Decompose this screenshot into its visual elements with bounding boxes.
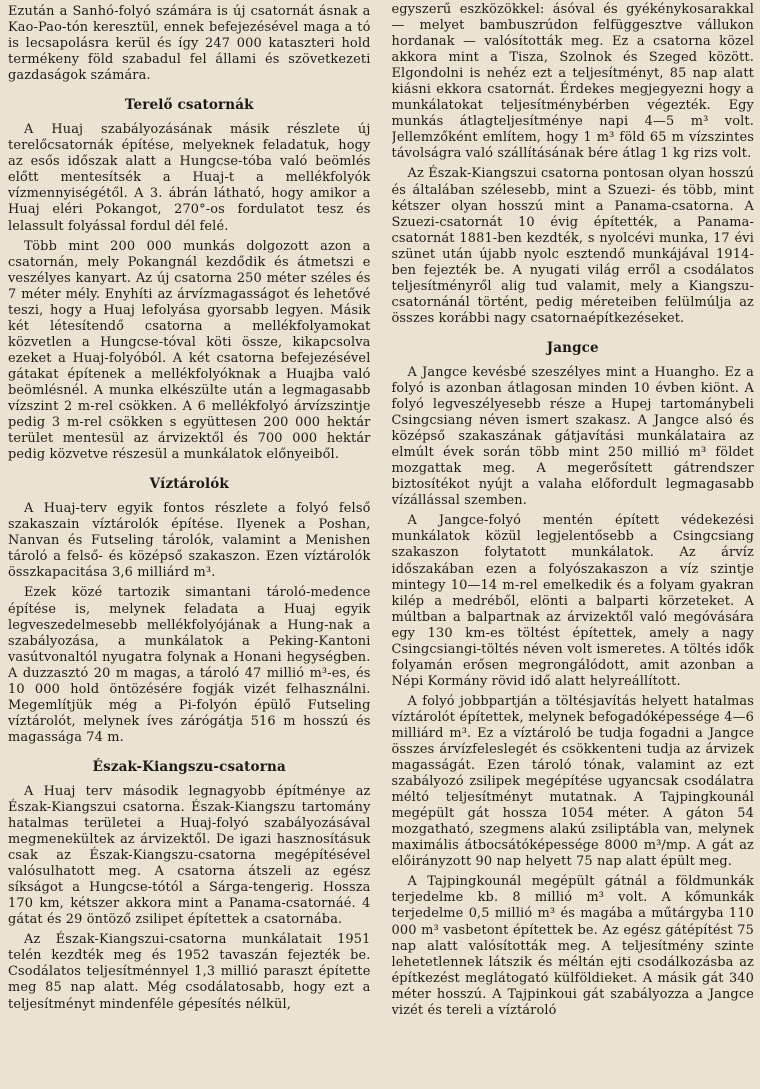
paragraph: A Jangce-folyó mentén épített védekezési munkálatok közül legjelentősebb a Csingcsiang szakaszon folytatott munkálatok. Az árvíz időszakában ezen a folyószakaszon a víz szintje mintegy 10—14 m-rel emelkedik és a folyam gyakran kilép a medréből, elönti a balparti körzeteket. A múltban a balpartnak az árvizektől való megóvására egy 130 km-es töltést építettek, amely a nagy Csingcsiangi-töltés néven volt ismeretes. A töltés idők folyamán erősen megrongálódott, amit azonban a Népi Kormány rövid idő alatt helyreállított.: [391, 513, 754, 689]
section-heading-terelo-csatornak: Terelő csatornák: [124, 97, 254, 114]
section-heading-jangce: Jangce: [546, 339, 599, 356]
paragraph: Ezután a Sanhó-folyó számára is új csatornát ásnak a Kao-Pao-tón keresztül, ennek befejezésével maga a tó is lecsapolásra kerül és így 247 000 kataszteri hold termékeny föld szabadul fel állami és szövetkezeti gazdaságok számára.: [8, 4, 371, 84]
paragraph: Az Észak-Kiangszui csatorna pontosan olyan hosszú és általában szélesebb, mint a Szuezi- és több, mint kétszer olyan hosszú mint a Panama-csatorna. A Szuezi-csatornát 10 évig építették, a Panama-csatornát 1881-ben kezdték, s nyolcévi munka, 17 évi szünet után újabb nyolc esztendő munkájával 1914-ben fejezték be. A nyugati világ erről a csodálatos teljesítményről alig tud valamit, mely a Kiangszu-csatornánál történt, pedig méreteiben felülmúlja az összes korábbi nagy csatornaépítkezéseket.: [391, 166, 754, 326]
paragraph: Ezek közé tartozik simantani tároló-medence építése is, melynek feladata a Huaj egyik legveszedelmesebb mellékfolyójának a Hung-nak a szabályozása, a munkálatok a Peking-Kantoni vasútvonaltól nyugatra folynak a Honani hegységben. A duzzasztó 20 m magas, a tároló 47 millió m³-es, és 10 000 hold öntözésére fogják vizét felhasználni. Megemlítjük még a Pi-folyón épülő Futseling víztárolót, melynek íves zárógátja 516 m hosszú és magassága 74 m.: [8, 585, 371, 745]
right-column: [392, 0, 755, 1089]
paragraph: A Tajpingkounál megépült gátnál a földmunkák terjedelme kb. 8 millió m³ volt. A kőmunkák terjedelme 0,5 millió m³ és magába a műtárgyba 110 000 m³ vasbetont építettek be. Az egész gátépítést 75 nap alatt valósították meg. A teljesítmény szinte lehetetlennek látszik és méltán ejti csodálkozásba az építkezést meglátogató külföldieket. A másik gát 340 méter hosszú. A Tajpinkoui gát szabályozza a Jangce vizét és tereli a víztároló: [391, 874, 754, 1018]
paragraph: A Huaj-terv egyik fontos részlete a folyó felső szakaszain víztárolók építése. Ilyenek a Poshan, Nanvan és Futseling tárolók, valamint a Menishen tároló a felső- és középső szakaszon. Ezen víztárolók összkapacitása 3,6 milliárd m³.: [8, 501, 371, 581]
paragraph: A folyó jobbpartján a töltésjavítás helyett hatalmas víztárolót építettek, melynek befogadóképessége 4—6 milliárd m³. Ez a víztároló be tudja fogadni a Jangce összes árvízfeleslegét és csökkenteni tudja az árvizek magasságát. Ezen tároló tónak, valamint az ezt szabályozó zsilipek megépítése ugyancsak csodálatra méltó teljesítményt mutatnak. A Tajpingkounál megépült gát hossza 1054 méter. A gáton 54 mozgatható, szegmens alakú zsiliptábla van, melynek maximális átbocsátóképessége 8000 m³/mp. A gát az előirányzott 90 nap helyett 75 nap alatt épült meg.: [391, 693, 754, 870]
paragraph: A Jangce kevésbé szeszélyes mint a Huangho. Ez a folyó is azonban átlagosan minden 10 évben kiönt. A folyó legveszélyesebb része a Hupej tartománybeli Csingcsiang néven ismert szakasz. A Jangce alsó és középső szakaszának gátjavítási munkálataira az elmúlt évek során több mint 250 millió m³ földet mozgattak meg. A megerősített gátrendszer biztosítékot nyújt a valaha előfordult legmagasabb vízállással szemben.: [391, 364, 754, 509]
paragraph: A Huaj terv második legnagyobb építménye az Észak-Kiangszui csatorna. Észak-Kiangszu tartomány hatalmas területei a Huaj-folyó szabályozásával megmenekültek az árvizektől. De igazi hasznosításuk csak az Észak-Kiangszu-csatorna megépítésével valósulhatott meg. A csatorna átszeli az egész síkságot a Hungcse-tótól a Sárga-tengerig. Hossza 170 km, kétszer akkora mint a Panama-csatornáé. 4 gátat és 29 öntöző zsilipet építettek a csatornába.: [8, 783, 371, 928]
section-heading-eszak-kiangszu: Észak-Kiangszu-csatorna: [92, 758, 286, 775]
paragraph: Az Észak-Kiangszui-csatorna munkálatait 1951 telén kezdték meg és 1952 tavaszán fejezték be. Csodálatos teljesítménnyel 1,3 millió paraszt építette meg 85 nap alatt. Még csodálatosabb, hogy ezt a teljesítményt mindenféle gépesítés nélkül,: [8, 932, 371, 1012]
paragraph: A Huaj szabályozásának másik részlete új terelőcsatornák építése, melyeknek feladatuk, hogy az esős időszak alatt a Hungcse-tóba való beömlés előtt mentesítsék a Huaj-t a mellékfolyók vízmennyiségétől. A 3. ábrán látható, hogy amikor a Huaj eléri Pokangot, 270°-os fordulatot tesz és lelassult folyással fordul dél felé.: [8, 122, 371, 234]
paragraph: egyszerű eszközökkel: ásóval és gyékénykosarakkal — melyet bambuszrúdon felfüggesztve vállukon hordanak — valósították meg. Ez a csatorna közel akkora mint a Tisza, Szolnok és Szeged között. Elgondolni is nehéz ezt a teljesítményt, 85 nap alatt kiásni ekkora csatornát. Érdekes megjegyezni hogy a munkálatokat teljesítménybérben végezték. Egy munkás átlagteljesítménye napi 4—5 m³ volt. Jellemzőként említem, hogy 1 m³ föld 65 m vízszintes távolságra való szállításának bére átlag 1 kg rizs volt.: [391, 2, 754, 162]
paragraph: Több mint 200 000 munkás dolgozott azon a csatornán, mely Pokangnál kezdődik és átmetszi e veszélyes kanyart. Az új csatorna 250 méter széles és 7 méter mély. Enyhíti az árvízmagasságot és lehetővé teszi, hogy a Huaj lefolyása gyorsabb legyen. Másik két létesítendő csatorna a mellékfolyamokat közvetlen a Hungcse-tóval köti össze, kikapcsolva ezeket a Huaj-folyóból. A két csatorna befejezésével gátakat építenek a mellékfolyóknak a Huajba való beömlésnél. A munka elkészülte után a legmagasabb vízszint 2 m-rel csökken. A 6 mellékfolyó árvízszintje pedig 3 m-rel csökken s együttesen 200 000 hektár terület mentesül az árvizektől és 700 000 hektár pedig közvetve részesül a munkálatok előnyeiből.: [8, 238, 371, 463]
section-heading-viztarolok: Víztárolók: [149, 476, 229, 493]
left-column: [8, 0, 371, 1089]
